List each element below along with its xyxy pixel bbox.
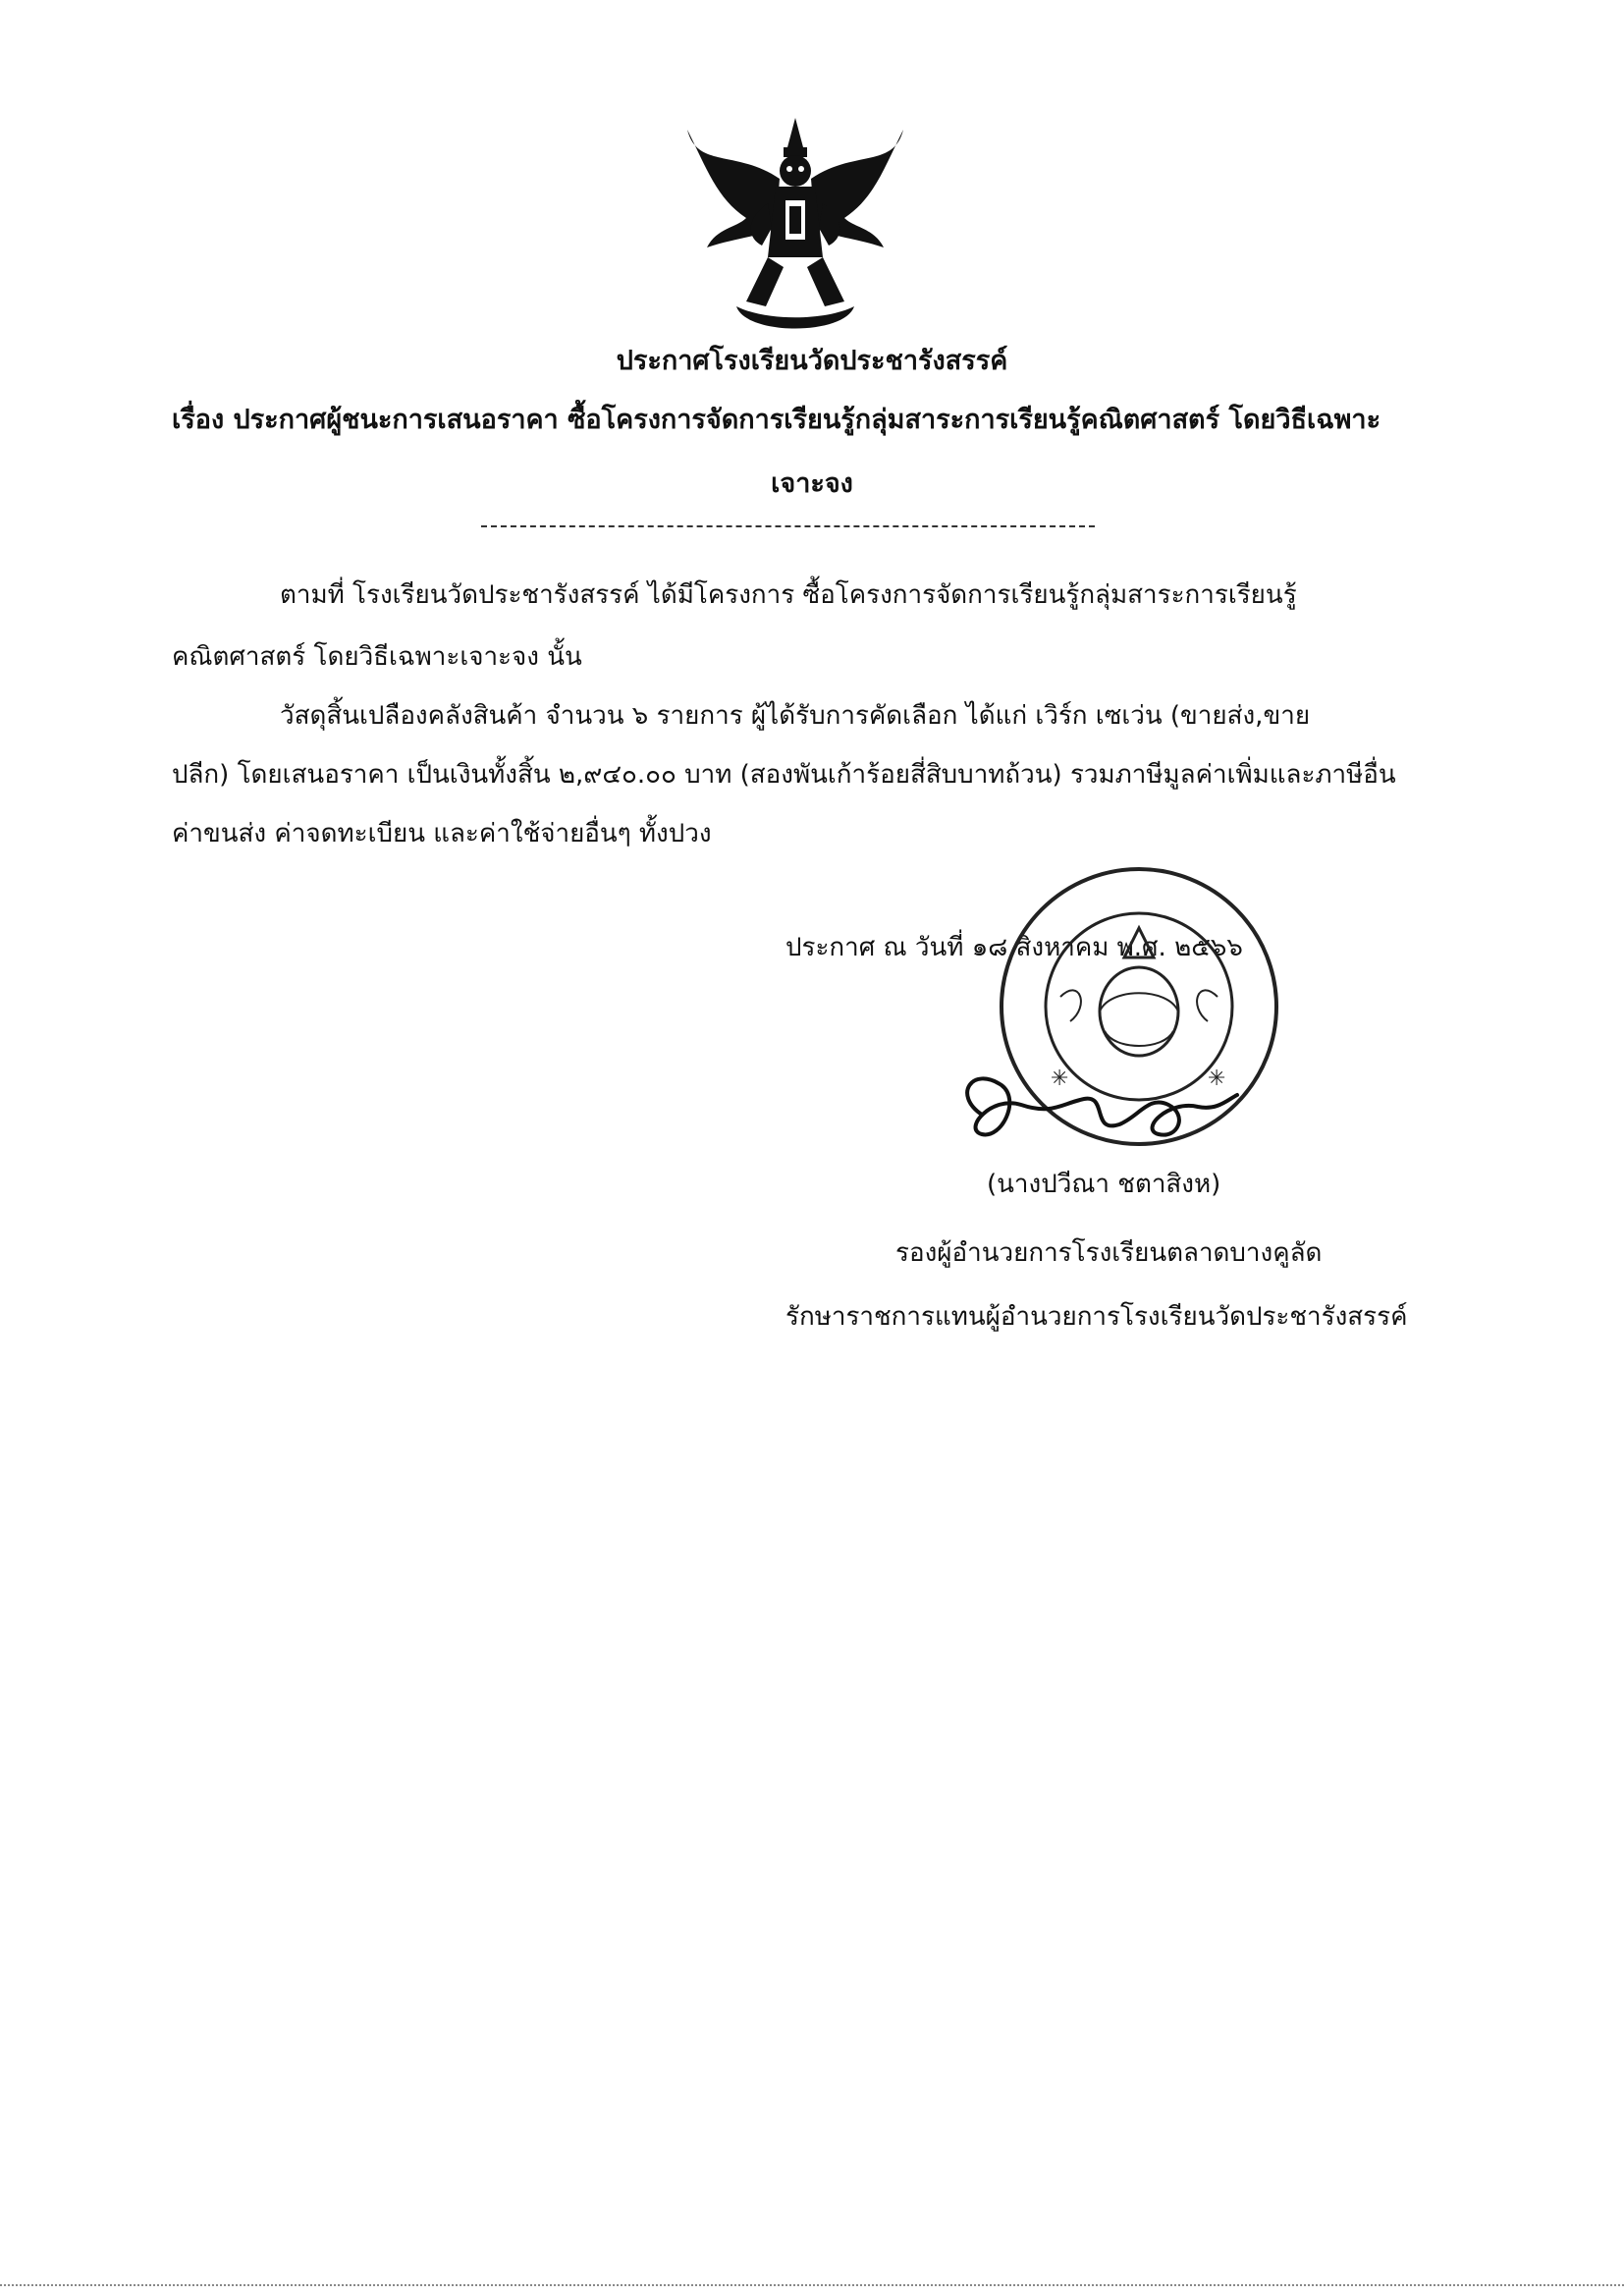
signatory-name: (นางปวีณา ชตาสิงห) <box>987 1170 1221 1199</box>
paragraph-2-line-1: วัสดุสิ้นเปลืองคลังสินค้า จำนวน ๖ รายการ ผู้ได้รับการคัดเลือก ได้แก่ เวิร์ก เซเว่น (ขายส่ง,ขาย <box>280 701 1311 731</box>
paragraph-1-line-2: คณิตศาสตร์ โดยวิธีเฉพาะเจาะจง นั้น <box>172 642 582 672</box>
svg-text:✳: ✳ <box>1051 1066 1069 1091</box>
signature-icon <box>943 1046 1247 1154</box>
subject-line-1: เรื่อง ประกาศผู้ชนะการเสนอราคา ซื้อโครงการจัดการเรียนรู้กลุ่มสาระการเรียนรู้คณิตศาสตร์ โดยวิธีเฉพาะ <box>172 405 1381 435</box>
divider <box>481 525 1095 527</box>
subject-line-2: เจาะจง <box>771 468 853 499</box>
announcement-title: ประกาศโรงเรียนวัดประชารังสรรค์ <box>616 346 1008 376</box>
signatory-position-1: รองผู้อำนวยการโรงเรียนตลาดบางคูลัด <box>895 1238 1323 1268</box>
signatory-position-2: รักษาราชการแทนผู้อำนวยการโรงเรียนวัดประชารังสรรค์ <box>785 1302 1408 1332</box>
paragraph-2-line-2: ปลีก) โดยเสนอราคา เป็นเงินทั้งสิ้น ๒,๙๔๐.๐๐ บาท (สองพันเก้าร้อยสี่สิบบาทถ้วน) รวมภาษีมูลค่าเพิ่มและภาษีอื่น <box>172 760 1396 790</box>
paragraph-2-line-3: ค่าขนส่ง ค่าจดทะเบียน และค่าใช้จ่ายอื่นๆ ทั้งปวง <box>172 819 712 848</box>
svg-text:✳: ✳ <box>1208 1066 1226 1091</box>
garuda-emblem-icon <box>677 110 913 346</box>
announcement-date: ประกาศ ณ วันที่ ๑๘ สิงหาคม พ.ศ. ๒๕๖๖ <box>785 933 1243 962</box>
footer-scan-marks <box>0 2284 1624 2292</box>
paragraph-1-line-1: ตามที่ โรงเรียนวัดประชารังสรรค์ ได้มีโครงการ ซื้อโครงการจัดการเรียนรู้กลุ่มสาระการเรียนรู้ <box>280 580 1297 610</box>
